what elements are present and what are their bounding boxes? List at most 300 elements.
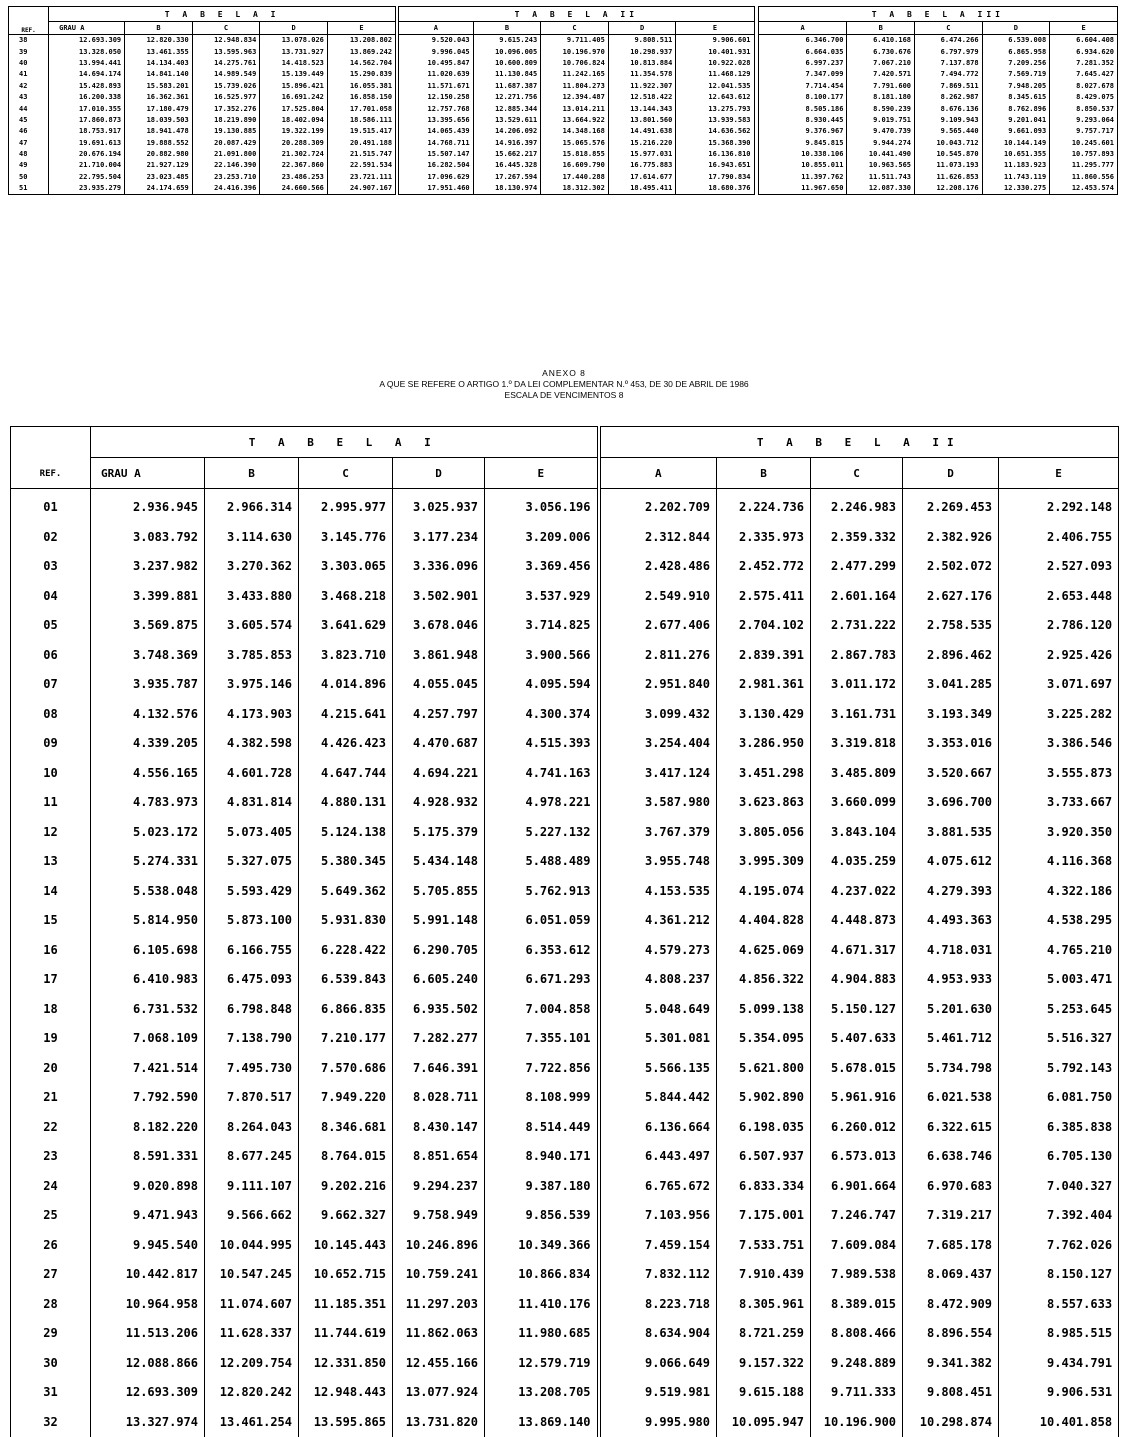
- value-cell: 7.570.686: [299, 1054, 393, 1084]
- value-cell: 18.130.974: [473, 183, 541, 195]
- value-cell: 4.579.273: [599, 936, 717, 966]
- value-cell: 13.869.242: [327, 46, 397, 57]
- value-cell: 11.980.685: [485, 1319, 599, 1349]
- value-cell: 7.004.858: [485, 995, 599, 1025]
- value-cell: 6.228.422: [299, 936, 393, 966]
- value-cell: 5.593.429: [205, 877, 299, 907]
- value-cell: 16.858.150: [327, 92, 397, 103]
- value-cell: 13.208.705: [485, 1378, 599, 1408]
- row-ref: 16: [11, 936, 91, 966]
- value-cell: 8.429.075: [1050, 92, 1118, 103]
- row-ref: 41: [9, 69, 49, 80]
- value-cell: 19.322.199: [260, 126, 328, 137]
- value-cell: 4.694.221: [393, 759, 485, 789]
- value-cell: 10.349.366: [485, 1231, 599, 1261]
- value-cell: 7.103.956: [599, 1201, 717, 1231]
- value-cell: 5.227.132: [485, 818, 599, 848]
- value-cell: 3.056.196: [485, 489, 599, 523]
- value-cell: 3.881.535: [903, 818, 999, 848]
- column-header: C: [299, 458, 393, 489]
- table-row: [11, 759, 1119, 789]
- value-cell: 7.494.772: [915, 69, 983, 80]
- value-cell: 19.691.613: [49, 138, 125, 149]
- value-cell: 9.341.382: [903, 1349, 999, 1379]
- value-cell: 6.346.700: [758, 35, 847, 47]
- value-cell: 14.989.549: [192, 69, 260, 80]
- value-cell: 13.939.583: [676, 115, 754, 126]
- value-cell: 3.286.950: [717, 729, 811, 759]
- value-cell: 6.136.664: [599, 1113, 717, 1143]
- row-ref: 03: [11, 552, 91, 582]
- table-row: [11, 1172, 1119, 1202]
- value-cell: 3.161.731: [811, 700, 903, 730]
- value-cell: 8.676.136: [915, 103, 983, 114]
- table-row: [11, 1290, 1119, 1320]
- value-cell: 2.502.072: [903, 552, 999, 582]
- value-cell: 4.075.612: [903, 847, 999, 877]
- value-cell: 6.935.502: [393, 995, 485, 1025]
- table-row: [9, 160, 1118, 171]
- value-cell: 12.820.330: [125, 35, 193, 47]
- value-cell: 13.461.355: [125, 46, 193, 57]
- value-cell: 4.538.295: [999, 906, 1119, 936]
- value-cell: 21.091.800: [192, 149, 260, 160]
- column-header: E: [676, 22, 754, 35]
- value-cell: 7.533.751: [717, 1231, 811, 1261]
- value-cell: 8.346.681: [299, 1113, 393, 1143]
- value-cell: 3.145.776: [299, 523, 393, 553]
- value-cell: 12.087.330: [847, 183, 915, 195]
- row-ref: 25: [11, 1201, 91, 1231]
- column-header: C: [192, 22, 260, 35]
- value-cell: 4.601.728: [205, 759, 299, 789]
- value-cell: 11.626.853: [915, 172, 983, 183]
- value-cell: 10.759.241: [393, 1260, 485, 1290]
- value-cell: 20.882.980: [125, 149, 193, 160]
- value-cell: 12.453.574: [1050, 183, 1118, 195]
- value-cell: 3.071.697: [999, 670, 1119, 700]
- value-cell: 2.202.709: [599, 489, 717, 523]
- value-cell: 13.731.927: [260, 46, 328, 57]
- value-cell: 6.385.838: [999, 1113, 1119, 1143]
- value-cell: 10.964.958: [91, 1290, 205, 1320]
- value-cell: 11.183.923: [982, 160, 1050, 171]
- value-cell: 6.605.240: [393, 965, 485, 995]
- value-cell: 7.347.099: [758, 69, 847, 80]
- value-cell: 6.934.620: [1050, 46, 1118, 57]
- column-header: B: [473, 22, 541, 35]
- column-header: C: [811, 458, 903, 489]
- value-cell: 15.818.855: [541, 149, 609, 160]
- row-ref: 18: [11, 995, 91, 1025]
- column-header: D: [393, 458, 485, 489]
- value-cell: 5.124.138: [299, 818, 393, 848]
- value-cell: 16.445.328: [473, 160, 541, 171]
- row-ref: 40: [9, 58, 49, 69]
- table-row: [11, 995, 1119, 1025]
- value-cell: 17.860.873: [49, 115, 125, 126]
- value-cell: 6.638.746: [903, 1142, 999, 1172]
- value-cell: 8.389.015: [811, 1290, 903, 1320]
- table-row: [9, 183, 1118, 195]
- value-cell: 18.941.478: [125, 126, 193, 137]
- value-cell: 12.693.309: [49, 35, 125, 47]
- value-cell: 3.353.016: [903, 729, 999, 759]
- value-cell: 9.995.980: [599, 1408, 717, 1437]
- value-cell: 9.376.967: [758, 126, 847, 137]
- value-cell: 4.322.186: [999, 877, 1119, 907]
- value-cell: 10.095.947: [717, 1408, 811, 1437]
- value-cell: 13.014.211: [541, 103, 609, 114]
- tabela-i-header: T A B E L A I: [49, 7, 397, 22]
- table-row: [11, 1260, 1119, 1290]
- value-cell: 9.519.981: [599, 1378, 717, 1408]
- value-cell: 3.520.667: [903, 759, 999, 789]
- row-ref: 45: [9, 115, 49, 126]
- value-cell: 6.105.698: [91, 936, 205, 966]
- value-cell: 2.925.426: [999, 641, 1119, 671]
- value-cell: 20.288.309: [260, 138, 328, 149]
- value-cell: 9.808.511: [608, 35, 676, 47]
- value-cell: 3.237.982: [91, 552, 205, 582]
- table-row: [11, 523, 1119, 553]
- value-cell: 6.797.979: [915, 46, 983, 57]
- value-cell: 11.922.307: [608, 81, 676, 92]
- value-cell: 3.605.574: [205, 611, 299, 641]
- value-cell: 8.150.127: [999, 1260, 1119, 1290]
- value-cell: 2.601.164: [811, 582, 903, 612]
- value-cell: 6.507.937: [717, 1142, 811, 1172]
- value-cell: 3.569.875: [91, 611, 205, 641]
- value-cell: 8.557.633: [999, 1290, 1119, 1320]
- row-ref: 38: [9, 35, 49, 47]
- value-cell: 4.978.221: [485, 788, 599, 818]
- value-cell: 14.636.562: [676, 126, 754, 137]
- table-row: [11, 1378, 1119, 1408]
- value-cell: 13.144.343: [608, 103, 676, 114]
- column-header: D: [260, 22, 328, 35]
- value-cell: 12.150.258: [397, 92, 473, 103]
- value-cell: 5.516.327: [999, 1024, 1119, 1054]
- column-header: GRAU A: [49, 22, 125, 35]
- value-cell: 6.475.093: [205, 965, 299, 995]
- value-cell: 10.245.601: [1050, 138, 1118, 149]
- value-cell: 3.623.863: [717, 788, 811, 818]
- value-cell: 6.664.035: [758, 46, 847, 57]
- row-ref: 51: [9, 183, 49, 195]
- value-cell: 14.916.397: [473, 138, 541, 149]
- value-cell: 15.065.576: [541, 138, 609, 149]
- value-cell: 9.945.540: [91, 1231, 205, 1261]
- table-row: [9, 115, 1118, 126]
- value-cell: 9.944.274: [847, 138, 915, 149]
- value-cell: 3.041.285: [903, 670, 999, 700]
- column-header: C: [915, 22, 983, 35]
- value-cell: 7.870.517: [205, 1083, 299, 1113]
- value-cell: 9.248.889: [811, 1349, 903, 1379]
- value-cell: 3.555.873: [999, 759, 1119, 789]
- value-cell: 7.685.178: [903, 1231, 999, 1261]
- ref-header: REF.: [9, 7, 49, 35]
- value-cell: 7.281.352: [1050, 58, 1118, 69]
- value-cell: 5.150.127: [811, 995, 903, 1025]
- value-cell: 3.861.948: [393, 641, 485, 671]
- value-cell: 9.293.064: [1050, 115, 1118, 126]
- value-cell: 12.948.443: [299, 1378, 393, 1408]
- value-cell: 11.130.845: [473, 69, 541, 80]
- value-cell: 13.595.865: [299, 1408, 393, 1437]
- value-cell: 9.020.898: [91, 1172, 205, 1202]
- row-ref: 20: [11, 1054, 91, 1084]
- table-row: [11, 1142, 1119, 1172]
- value-cell: 10.145.443: [299, 1231, 393, 1261]
- value-cell: 2.292.148: [999, 489, 1119, 523]
- value-cell: 4.647.744: [299, 759, 393, 789]
- value-cell: 11.967.650: [758, 183, 847, 195]
- value-cell: 4.556.165: [91, 759, 205, 789]
- value-cell: 2.312.844: [599, 523, 717, 553]
- value-cell: 9.711.333: [811, 1378, 903, 1408]
- value-cell: 10.338.106: [758, 149, 847, 160]
- value-cell: 3.935.787: [91, 670, 205, 700]
- value-cell: 10.196.900: [811, 1408, 903, 1437]
- value-cell: 5.073.405: [205, 818, 299, 848]
- value-cell: 7.068.109: [91, 1024, 205, 1054]
- column-header: E: [485, 458, 599, 489]
- value-cell: 8.027.678: [1050, 81, 1118, 92]
- value-cell: 17.096.629: [397, 172, 473, 183]
- value-cell: 4.035.259: [811, 847, 903, 877]
- value-cell: 10.298.937: [608, 46, 676, 57]
- value-cell: 18.753.917: [49, 126, 125, 137]
- value-cell: 8.108.999: [485, 1083, 599, 1113]
- value-cell: 7.832.112: [599, 1260, 717, 1290]
- table-row: [9, 138, 1118, 149]
- value-cell: 13.327.974: [91, 1408, 205, 1437]
- annex-subtitle: A QUE SE REFERE O ARTIGO 1.º DA LEI COMPLEMENTAR N.º 453, DE 30 DE ABRIL DE 1986: [0, 379, 1128, 390]
- value-cell: 10.757.893: [1050, 149, 1118, 160]
- column-header: A: [758, 22, 847, 35]
- value-cell: 5.792.143: [999, 1054, 1119, 1084]
- value-cell: 7.645.427: [1050, 69, 1118, 80]
- value-cell: 3.254.404: [599, 729, 717, 759]
- value-cell: 7.421.514: [91, 1054, 205, 1084]
- value-cell: 3.177.234: [393, 523, 485, 553]
- value-cell: 18.680.376: [676, 183, 754, 195]
- value-cell: 7.948.205: [982, 81, 1050, 92]
- value-cell: 11.073.193: [915, 160, 983, 171]
- value-cell: 19.130.885: [192, 126, 260, 137]
- tabela-iii-header: T A B E L A III: [758, 7, 1117, 22]
- row-ref: 04: [11, 582, 91, 612]
- value-cell: 11.295.777: [1050, 160, 1118, 171]
- value-cell: 9.520.043: [397, 35, 473, 47]
- row-ref: 24: [11, 1172, 91, 1202]
- table-row: [9, 126, 1118, 137]
- value-cell: 10.922.028: [676, 58, 754, 69]
- value-cell: 11.743.119: [982, 172, 1050, 183]
- value-cell: 13.994.441: [49, 58, 125, 69]
- value-cell: 14.694.174: [49, 69, 125, 80]
- value-cell: 4.339.205: [91, 729, 205, 759]
- value-cell: 9.758.949: [393, 1201, 485, 1231]
- value-cell: 8.808.466: [811, 1319, 903, 1349]
- value-cell: 15.428.893: [49, 81, 125, 92]
- value-cell: 3.843.104: [811, 818, 903, 848]
- value-cell: 9.109.943: [915, 115, 983, 126]
- table-row: [11, 877, 1119, 907]
- value-cell: 4.195.074: [717, 877, 811, 907]
- value-cell: 3.399.881: [91, 582, 205, 612]
- value-cell: 3.641.629: [299, 611, 393, 641]
- value-cell: 12.579.719: [485, 1349, 599, 1379]
- value-cell: 4.625.069: [717, 936, 811, 966]
- value-cell: 11.297.203: [393, 1290, 485, 1320]
- value-cell: 3.955.748: [599, 847, 717, 877]
- value-cell: 5.253.645: [999, 995, 1119, 1025]
- value-cell: 5.734.798: [903, 1054, 999, 1084]
- value-cell: 10.706.824: [541, 58, 609, 69]
- value-cell: 2.731.222: [811, 611, 903, 641]
- row-ref: 11: [11, 788, 91, 818]
- value-cell: 12.208.176: [915, 183, 983, 195]
- value-cell: 5.566.135: [599, 1054, 717, 1084]
- value-cell: 11.804.273: [541, 81, 609, 92]
- value-cell: 2.335.973: [717, 523, 811, 553]
- table-row: [11, 818, 1119, 848]
- value-cell: 16.200.338: [49, 92, 125, 103]
- value-cell: 22.367.860: [260, 160, 328, 171]
- value-cell: 3.468.218: [299, 582, 393, 612]
- value-cell: 24.660.566: [260, 183, 328, 195]
- value-cell: 2.867.783: [811, 641, 903, 671]
- value-cell: 3.975.146: [205, 670, 299, 700]
- value-cell: 8.762.896: [982, 103, 1050, 114]
- table-row: [11, 1024, 1119, 1054]
- value-cell: 15.662.217: [473, 149, 541, 160]
- value-cell: 4.300.374: [485, 700, 599, 730]
- value-cell: 2.224.736: [717, 489, 811, 523]
- row-ref: 29: [11, 1319, 91, 1349]
- value-cell: 10.866.834: [485, 1260, 599, 1290]
- value-cell: 6.322.615: [903, 1113, 999, 1143]
- value-cell: 5.274.331: [91, 847, 205, 877]
- row-ref: 10: [11, 759, 91, 789]
- table-row: [9, 35, 1118, 47]
- table-row: [11, 729, 1119, 759]
- value-cell: 13.801.560: [608, 115, 676, 126]
- value-cell: 13.595.963: [192, 46, 260, 57]
- value-cell: 6.260.012: [811, 1113, 903, 1143]
- value-cell: 14.491.638: [608, 126, 676, 137]
- table-row: [9, 81, 1118, 92]
- value-cell: 2.951.840: [599, 670, 717, 700]
- value-cell: 11.354.578: [608, 69, 676, 80]
- value-cell: 11.397.762: [758, 172, 847, 183]
- value-cell: 14.348.168: [541, 126, 609, 137]
- value-cell: 3.114.630: [205, 523, 299, 553]
- value-cell: 3.083.792: [91, 523, 205, 553]
- value-cell: 7.040.327: [999, 1172, 1119, 1202]
- value-cell: 20.676.194: [49, 149, 125, 160]
- value-cell: 4.116.368: [999, 847, 1119, 877]
- value-cell: 9.808.451: [903, 1378, 999, 1408]
- table-row: [9, 58, 1118, 69]
- value-cell: 17.951.460: [397, 183, 473, 195]
- value-cell: 15.977.031: [608, 149, 676, 160]
- value-cell: 20.491.188: [327, 138, 397, 149]
- value-cell: 14.275.761: [192, 58, 260, 69]
- value-cell: 3.696.700: [903, 788, 999, 818]
- table-row: [11, 1201, 1119, 1231]
- value-cell: 3.678.046: [393, 611, 485, 641]
- value-cell: 8.069.437: [903, 1260, 999, 1290]
- value-cell: 3.270.362: [205, 552, 299, 582]
- value-cell: 11.571.671: [397, 81, 473, 92]
- table-row: [9, 92, 1118, 103]
- table-row: [11, 700, 1119, 730]
- value-cell: 4.783.973: [91, 788, 205, 818]
- value-cell: 2.981.361: [717, 670, 811, 700]
- value-cell: 2.627.176: [903, 582, 999, 612]
- row-ref: 09: [11, 729, 91, 759]
- value-cell: 4.765.210: [999, 936, 1119, 966]
- row-ref: 07: [11, 670, 91, 700]
- value-cell: 3.502.901: [393, 582, 485, 612]
- value-cell: 7.392.404: [999, 1201, 1119, 1231]
- value-cell: 8.223.718: [599, 1290, 717, 1320]
- value-cell: 5.762.913: [485, 877, 599, 907]
- value-cell: 6.166.755: [205, 936, 299, 966]
- value-cell: 10.401.931: [676, 46, 754, 57]
- value-cell: 5.902.890: [717, 1083, 811, 1113]
- table-row: [9, 149, 1118, 160]
- value-cell: 7.209.256: [982, 58, 1050, 69]
- value-cell: 11.628.337: [205, 1319, 299, 1349]
- value-cell: 3.805.056: [717, 818, 811, 848]
- value-cell: 11.687.387: [473, 81, 541, 92]
- value-cell: 9.711.405: [541, 35, 609, 47]
- value-cell: 2.382.926: [903, 523, 999, 553]
- row-ref: 12: [11, 818, 91, 848]
- value-cell: 19.888.552: [125, 138, 193, 149]
- value-cell: 12.041.535: [676, 81, 754, 92]
- value-cell: 13.077.924: [393, 1378, 485, 1408]
- value-cell: 9.202.216: [299, 1172, 393, 1202]
- value-cell: 4.741.163: [485, 759, 599, 789]
- value-cell: 5.649.362: [299, 877, 393, 907]
- value-cell: 18.039.503: [125, 115, 193, 126]
- row-ref: 42: [9, 81, 49, 92]
- value-cell: 11.468.129: [676, 69, 754, 80]
- value-cell: 3.209.006: [485, 523, 599, 553]
- row-ref: 49: [9, 160, 49, 171]
- value-cell: 21.710.004: [49, 160, 125, 171]
- value-cell: 6.410.983: [91, 965, 205, 995]
- row-ref: 43: [9, 92, 49, 103]
- value-cell: 7.792.590: [91, 1083, 205, 1113]
- value-cell: 4.493.363: [903, 906, 999, 936]
- value-cell: 17.352.276: [192, 103, 260, 114]
- value-cell: 5.003.471: [999, 965, 1119, 995]
- value-cell: 4.718.031: [903, 936, 999, 966]
- table-row: [11, 1113, 1119, 1143]
- value-cell: 2.452.772: [717, 552, 811, 582]
- value-cell: 15.368.390: [676, 138, 754, 149]
- value-cell: 12.455.166: [393, 1349, 485, 1379]
- value-cell: 3.303.065: [299, 552, 393, 582]
- value-cell: 2.549.910: [599, 582, 717, 612]
